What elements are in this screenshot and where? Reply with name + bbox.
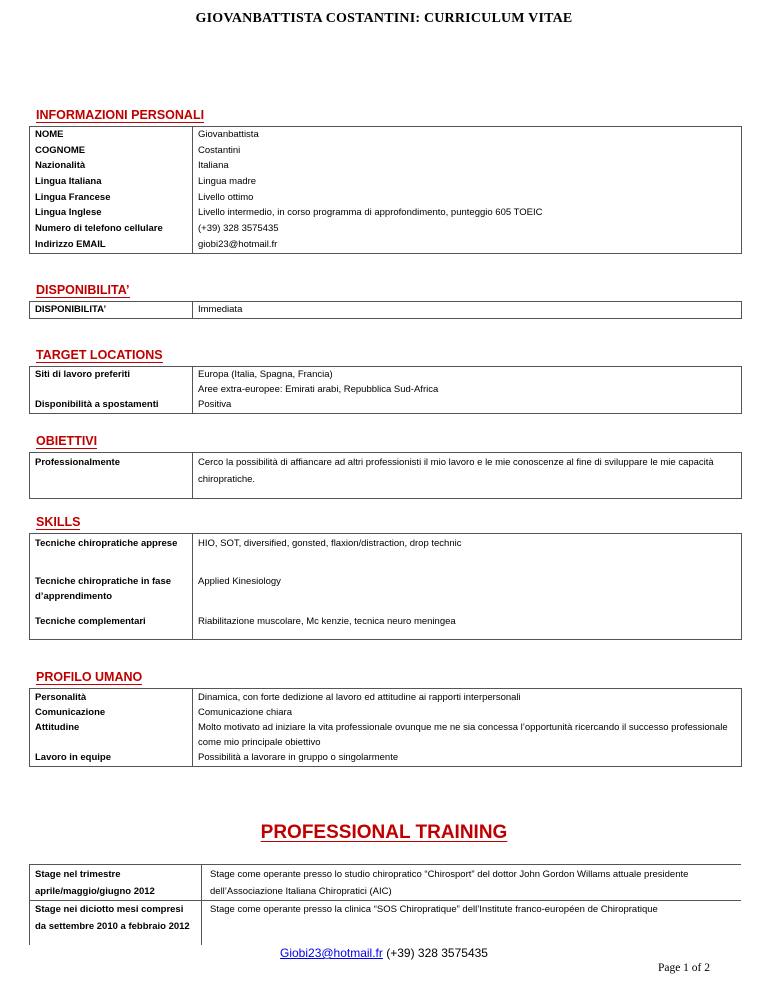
skill-row (30, 574, 741, 614)
personal-info-row-label: COGNOME (35, 144, 86, 156)
footer-email-link[interactable]: Giobi23@hotmail.fr (280, 946, 383, 960)
skill-row-label: Tecniche chiropratiche apprese (35, 538, 178, 549)
availability-value: Immediata (198, 304, 243, 315)
personal-info-row-label: Lingua Inglese (35, 207, 102, 219)
locations-table (29, 366, 742, 414)
training-row (30, 901, 741, 945)
skill-row-label: Tecniche chiropratiche in fase d’apprendimento (35, 576, 172, 602)
personal-info-row-label: Nazionalità (35, 160, 86, 172)
locations-value-extra: Aree extra-europee: Emirati arabi, Repubblica Sud-Africa (198, 384, 439, 395)
personal-info-row-value: Giovanbattista (198, 129, 259, 140)
availability-label: DISPONIBILITA’ (35, 304, 107, 315)
personal-info-row (30, 127, 741, 143)
locations-value-mobility: Positiva (198, 399, 232, 410)
profile-label-communication: Comunicazione (35, 707, 106, 718)
availability-table (29, 301, 742, 319)
personal-info-row-label: Lingua Italiana (35, 176, 102, 188)
locations-label-sites: Siti di lavoro preferiti (35, 369, 131, 380)
personal-info-row-value: Livello ottimo (198, 191, 254, 203)
footer-phone: (+39) 328 3575435 (382, 946, 488, 960)
section-heading-personal: INFORMAZIONI PERSONALI (36, 108, 205, 122)
skill-row-value: Riabilitazione muscolare, Mc kenzie, tecnica neuro meningea (198, 616, 456, 627)
section-heading-training: PROFESSIONAL TRAINING (260, 822, 508, 843)
page-number: Page 1 of 2 (657, 962, 710, 974)
personal-info-row (30, 143, 741, 159)
profile-label-attitude: Attitudine (35, 722, 80, 733)
training-table (29, 864, 741, 945)
skill-row-value: Applied Kinesiology (198, 576, 281, 587)
section-heading-objectives: OBIETTIVI (36, 434, 98, 448)
objectives-label: Professionalmente (35, 457, 120, 468)
personal-info-row (30, 174, 741, 190)
personal-info-row-value: Lingua madre (198, 176, 257, 188)
personal-info-row-value: Livello intermedio, in corso programma di approfondimento, punteggio 605 TOEIC (198, 207, 543, 219)
locations-value-europe: Europa (Italia, Spagna, Francia) (198, 369, 333, 380)
training-row (30, 866, 741, 901)
section-heading-skills: SKILLS (36, 515, 81, 529)
personal-info-row-value: Italiana (198, 160, 229, 172)
personal-info-row (30, 205, 741, 221)
skills-table (29, 533, 742, 640)
profile-label-personality: Personalità (35, 692, 87, 703)
personal-info-row (30, 190, 741, 206)
document-title: GIOVANBATTISTA COSTANTINI: CURRICULUM VITAE (195, 11, 573, 26)
skill-row-value: HIO, SOT, diversified, gonsted, flaxion/distraction, drop technic (198, 538, 462, 549)
personal-info-row-label: Lingua Francese (35, 191, 111, 203)
profile-label-teamwork: Lavoro in equipe (35, 752, 112, 763)
personal-info-row (30, 158, 741, 174)
personal-info-table (29, 126, 742, 254)
personal-info-row-label: Indirizzo EMAIL (35, 238, 106, 250)
profile-value-teamwork: Possibilità a lavorare in gruppo o singolarmente (198, 752, 399, 763)
training-row-label: Stage nel trimestre aprile/maggio/giugno 2012 (35, 869, 155, 897)
personal-info-row (30, 221, 741, 237)
profile-value-personality: Dinamica, con forte dedizione al lavoro ed attitudine ai rapporti interpersonali (198, 692, 521, 703)
training-row-value: Stage come operante presso lo studio chiropratico “Chirosport” del dottor John Gordon Willams attuale presidente dell’Associazione Italiana Chiropratici (AIC) (210, 869, 689, 897)
personal-info-row-value: giobi23@hotmail.fr (198, 238, 278, 250)
section-heading-availability: DISPONIBILITA’ (36, 283, 130, 297)
training-row-label: Stage nei diciotto mesi compresi da settembre 2010 a febbraio 2012 (35, 904, 190, 932)
skill-row-label: Tecniche complementari (35, 616, 146, 627)
section-heading-locations: TARGET LOCATIONS (36, 348, 163, 362)
objectives-value: Cerco la possibilità di affiancare ad altri professionisti il mio lavoro e le mie conoscenze al fine di sviluppare le mie capacità chiropratiche. (198, 457, 714, 485)
personal-info-row (30, 237, 741, 253)
personal-info-row-label: Numero di telefono cellulare (35, 223, 163, 235)
skill-row (30, 536, 741, 574)
locations-label-mobility: Disponibilità a spostamenti (35, 399, 159, 410)
section-heading-profile: PROFILO UMANO (36, 670, 143, 684)
profile-value-attitude: Molto motivato ad iniziare la vita professionale ovunque me ne sia concessa l’opportunità ricercando il successo professionale come mio principale obiettivo (198, 722, 728, 748)
profile-value-communication: Comunicazione chiara (198, 707, 292, 718)
training-row-value: Stage come operante presso la clinica “SOS Chiropratique” dell’Institute franco-européen de Chiropratique (210, 904, 658, 915)
personal-info-row-value: Costantini (198, 144, 241, 156)
objectives-table (29, 452, 742, 499)
personal-info-row-label: NOME (35, 129, 64, 140)
footer-contact (0, 946, 768, 960)
personal-info-row-value: (+39) 328 3575435 (198, 223, 279, 235)
profile-table (29, 688, 742, 767)
skill-row (30, 614, 741, 636)
